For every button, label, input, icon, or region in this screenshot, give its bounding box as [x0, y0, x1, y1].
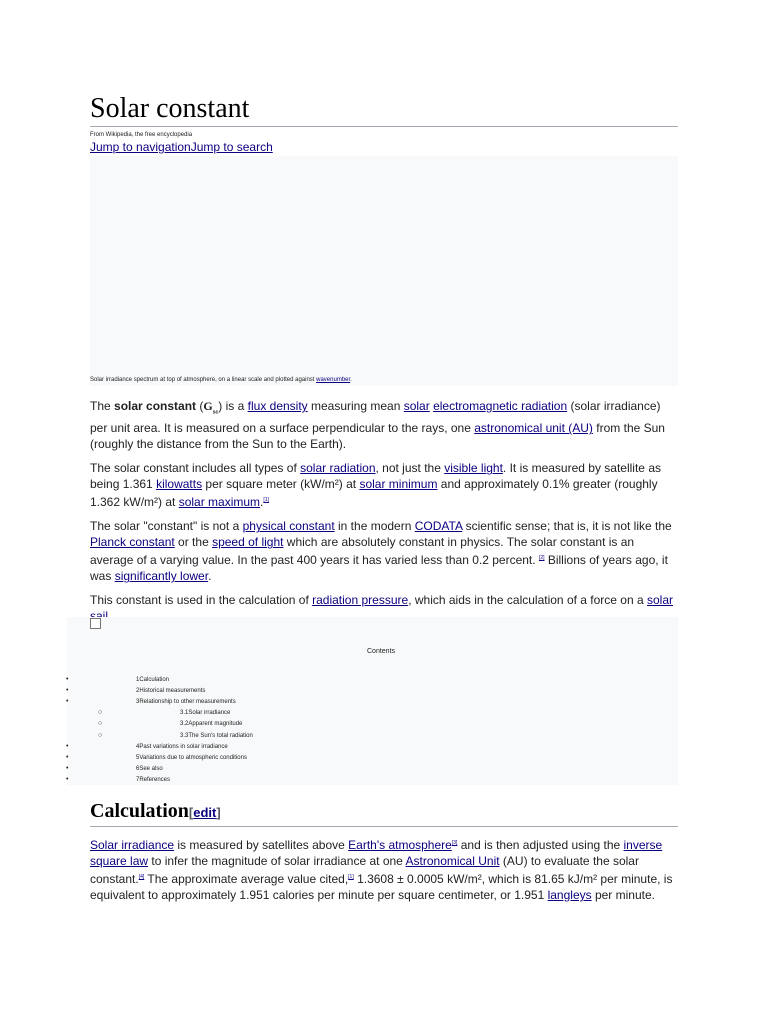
site-subtitle: From Wikipedia, the free encyclopedia	[90, 132, 193, 138]
calculation-paragraph	[90, 835, 678, 903]
text: (AU) to evaluate the solar constant.	[90, 854, 639, 886]
text: in the modern	[334, 519, 415, 534]
bold-term: solar constant	[114, 399, 197, 413]
text: The solar constant includes all types of	[90, 461, 301, 476]
article-content	[90, 92, 678, 624]
electromagnetic-radiation-link[interactable]: electromagnetic radiation	[433, 399, 568, 413]
text: , which aids in the calculation of a force on a	[408, 593, 647, 608]
astronomical-unit-section-link[interactable]: Astronomical Unit	[405, 854, 500, 868]
text: from the Sun (roughly the distance from the Sun to the Earth).	[90, 421, 665, 452]
paragraph-radiation	[90, 460, 678, 510]
bracket-open: [	[188, 805, 194, 820]
text: is measured by satellites above	[174, 838, 349, 852]
toc-title: Contents	[367, 648, 396, 655]
text: ) is a	[218, 399, 248, 413]
toc-toggle-checkbox[interactable]	[90, 618, 101, 629]
codata-link[interactable]: CODATA	[414, 519, 463, 534]
paragraph-constant	[90, 518, 678, 584]
text: The solar "constant" is not a	[90, 519, 243, 534]
toc-sub-bullet: ○	[98, 720, 103, 727]
toc-item[interactable]: 2Historical measurements	[136, 688, 206, 694]
toc-bullet: •	[66, 754, 69, 761]
text: to infer the magnitude of solar irradiance at one	[148, 854, 406, 868]
text: 1.3608 ± 0.0005 kW/m², which is 81.65 kJ/m² per minute, is equivalent to approximately 1.951 calories per minute per square centimeter, or 1.951	[90, 872, 673, 902]
physical-constant-link[interactable]: physical constant	[242, 519, 335, 534]
intro-paragraph	[90, 398, 678, 452]
radiation-pressure-link[interactable]: radiation pressure	[312, 593, 409, 608]
text: The	[90, 399, 115, 413]
solar-irradiance-link[interactable]: Solar irradiance	[90, 838, 175, 852]
toc-item[interactable]: 6See also	[136, 766, 163, 772]
solar-link[interactable]: solar	[403, 399, 430, 413]
citation-4[interactable]: [4]	[138, 874, 145, 880]
section-heading	[90, 798, 678, 827]
wavenumber-link[interactable]: wavenumber	[316, 377, 351, 383]
page-title: Solar constant	[90, 92, 678, 127]
text: (	[196, 399, 204, 413]
solar-maximum-link[interactable]: solar maximum	[178, 495, 261, 510]
section-heading-text: Calculation	[90, 800, 189, 822]
toc-sub-bullet: ○	[98, 732, 103, 739]
toc-item[interactable]: 4Past variations in solar irradiance	[136, 744, 228, 750]
figure-caption-text: Solar irradiance spectrum at top of atmosphere, on a linear scale and plotted against	[90, 377, 315, 383]
solar-radiation-link[interactable]: solar radiation	[300, 461, 376, 476]
toc-bullet: •	[66, 743, 69, 750]
symbol-subscript: sc	[212, 409, 219, 416]
significantly-lower-link[interactable]: significantly lower	[114, 569, 209, 584]
speed-of-light-link[interactable]: speed of light	[212, 535, 284, 550]
toc-bullet: •	[66, 776, 69, 783]
flux-density-link[interactable]: flux density	[247, 399, 308, 413]
toc-bullet: •	[66, 765, 69, 772]
citation-1[interactable]: [1]	[263, 497, 269, 504]
text: or the	[174, 535, 213, 550]
text: , not just the	[375, 461, 445, 476]
inverse-square-law-link[interactable]: inverse square law	[90, 838, 663, 868]
text: . It is measured by satellite as being 1.361	[90, 461, 661, 492]
jump-to-search-link[interactable]: Jump to search	[190, 140, 273, 154]
citation-1-repeat[interactable]: [1]	[348, 874, 354, 880]
toc-item[interactable]: 3.2Apparent magnitude	[180, 721, 243, 727]
figure-caption	[90, 377, 352, 384]
earths-atmosphere-link[interactable]: Earth's atmosphere	[348, 838, 452, 852]
jump-links	[90, 140, 678, 154]
solar-sail-link[interactable]: solar	[647, 593, 674, 608]
text: This constant is used in the calculation of	[90, 593, 313, 608]
edit-section	[189, 805, 221, 820]
symbol: G	[203, 399, 213, 413]
bracket-close: ]	[216, 805, 221, 820]
toc-bullet: •	[66, 698, 69, 705]
toc-item[interactable]: 5Variations due to atmospheric conditions	[136, 755, 247, 761]
visible-light-link[interactable]: visible light	[444, 461, 503, 476]
calculation-section	[90, 798, 678, 903]
text: (solar irradiance) per unit area. It is measured on a surface perpendicular to the rays, one	[90, 399, 661, 436]
citation-3[interactable]: [3]	[451, 840, 458, 846]
text: scientific sense; that is, it is not like the	[462, 519, 672, 534]
toc-item[interactable]: 1Calculation	[136, 677, 170, 683]
edit-section-link[interactable]: edit	[193, 805, 217, 820]
langleys-link[interactable]: langleys	[547, 888, 592, 902]
astronomical-unit-link[interactable]: astronomical unit (AU)	[474, 421, 593, 436]
text: and approximately 0.1% greater (roughly 1.362 kW/m²) at	[90, 477, 658, 510]
toc-bullet: •	[66, 676, 69, 683]
solar-spectrum-figure	[90, 156, 678, 386]
figure-caption-end: .	[350, 377, 352, 383]
text: measuring mean	[307, 399, 404, 413]
kilowatts-link[interactable]: kilowatts	[156, 477, 203, 492]
text: .	[208, 569, 212, 584]
text: Billions of years ago, it was	[90, 553, 668, 584]
citation-2[interactable]: [2]	[538, 555, 545, 562]
text: and is then adjusted using the	[457, 838, 624, 852]
text: which are absolutely constant in physics. The solar constant is an average of a varying value. In the past 400 years it has varied less than 0.2 percent.	[90, 535, 635, 568]
toc-item[interactable]: 3.1Solar irradiance	[180, 710, 231, 716]
toc-sub-bullet: ○	[98, 709, 103, 716]
solar-minimum-link[interactable]: solar minimum	[359, 477, 438, 492]
text: .	[260, 495, 264, 510]
jump-to-navigation-link[interactable]: Jump to navigation	[90, 140, 191, 154]
text: per minute.	[591, 888, 655, 902]
toc-item[interactable]: 3Relationship to other measurements	[136, 699, 236, 705]
planck-constant-link[interactable]: Planck constant	[90, 535, 175, 550]
text: per square meter (kW/m²) at	[202, 477, 360, 492]
toc-item[interactable]: 7References	[136, 777, 171, 783]
toc-bullet: •	[66, 687, 69, 694]
toc-item[interactable]: 3.3The Sun's total radiation	[180, 733, 253, 739]
text: The approximate average value cited,	[144, 872, 349, 886]
